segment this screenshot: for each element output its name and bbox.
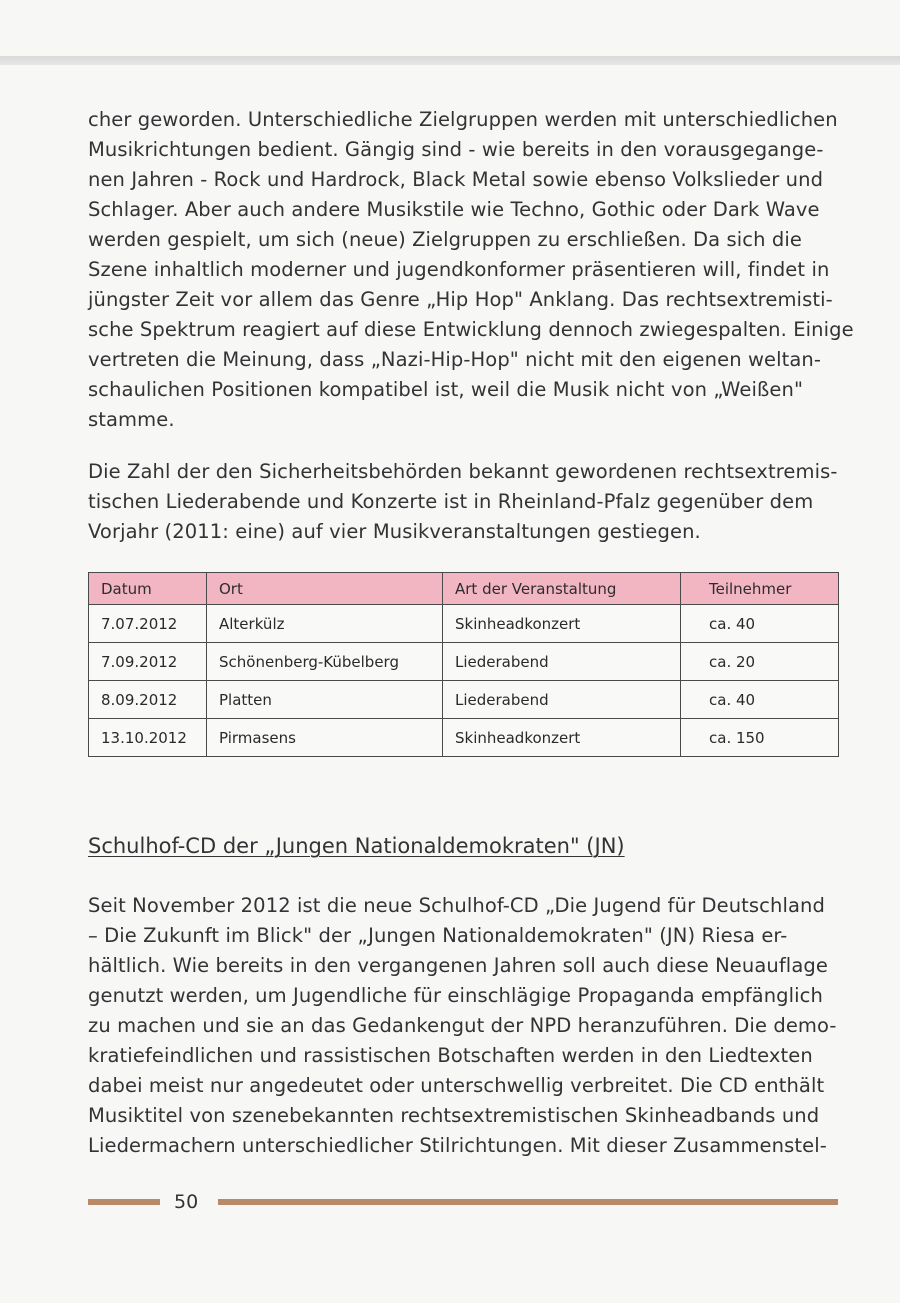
cell-teilnehmer: ca. 150 <box>681 719 839 757</box>
cell-ort: Schönenberg-Kübelberg <box>207 643 443 681</box>
cell-art: Skinheadkonzert <box>443 605 681 643</box>
footer-bar-right <box>218 1199 838 1205</box>
cell-art: Skinheadkonzert <box>443 719 681 757</box>
cell-ort: Platten <box>207 681 443 719</box>
text-line: genutzt werden, um Jugendliche für einschlägige Propaganda empfänglich <box>88 984 823 1007</box>
paragraph-schulhof-cd <box>88 891 844 1161</box>
table-row <box>89 605 839 643</box>
text-line: Liedermachern unterschiedlicher Stilrichtungen. Mit dieser Zusammenstel- <box>88 1134 827 1157</box>
events-table-container <box>88 572 838 757</box>
cell-teilnehmer: ca. 40 <box>681 605 839 643</box>
paragraph-event-count <box>88 457 844 547</box>
events-table <box>88 572 839 757</box>
text-line: jüngster Zeit vor allem das Genre „Hip Hop" Anklang. Das rechtsextremisti- <box>88 288 833 311</box>
cell-ort: Pirmasens <box>207 719 443 757</box>
column-header-art: Art der Veranstaltung <box>443 573 681 605</box>
text-line: Seit November 2012 ist die neue Schulhof-CD „Die Jugend für Deutschland <box>88 894 825 917</box>
page-footer <box>88 1190 838 1214</box>
cell-teilnehmer: ca. 40 <box>681 681 839 719</box>
text-line: Musikrichtungen bedient. Gängig sind - wie bereits in den vorausgegange- <box>88 138 824 161</box>
text-line: cher geworden. Unterschiedliche Zielgruppen werden mit unterschiedlichen <box>88 108 838 131</box>
cell-teilnehmer: ca. 20 <box>681 643 839 681</box>
page-number: 50 <box>174 1191 199 1213</box>
text-line: kratiefeindlichen und rassistischen Botschaften werden in den Liedtexten <box>88 1044 813 1067</box>
table-header-row <box>89 573 839 605</box>
section-heading: Schulhof-CD der „Jungen Nationaldemokraten" (JN) <box>88 834 625 858</box>
text-line: vertreten die Meinung, dass „Nazi-Hip-Hop" nicht mit den eigenen weltan- <box>88 348 822 371</box>
text-line: dabei meist nur angedeutet oder unterschwellig verbreitet. Die CD enthält <box>88 1074 825 1097</box>
footer-bar-left <box>88 1199 160 1205</box>
column-header-teilnehmer: Teilnehmer <box>681 573 839 605</box>
text-line: tischen Liederabende und Konzerte ist in Rheinland-Pfalz gegenüber dem <box>88 490 814 513</box>
cell-datum: 7.09.2012 <box>89 643 207 681</box>
cell-art: Liederabend <box>443 681 681 719</box>
cell-datum: 8.09.2012 <box>89 681 207 719</box>
text-line: Szene inhaltlich moderner und jugendkonformer präsentieren will, findet in <box>88 258 830 281</box>
text-line: werden gespielt, um sich (neue) Zielgruppen zu erschließen. Da sich die <box>88 228 802 251</box>
table-row <box>89 719 839 757</box>
text-line: hältlich. Wie bereits in den vergangenen Jahren soll auch diese Neuauflage <box>88 954 828 977</box>
text-line: – Die Zukunft im Blick" der „Jungen Nationaldemokraten" (JN) Riesa er- <box>88 924 788 947</box>
column-header-ort: Ort <box>207 573 443 605</box>
top-rule <box>0 56 900 65</box>
text-line: Die Zahl der den Sicherheitsbehörden bekannt gewordenen rechtsextremis- <box>88 460 838 483</box>
cell-datum: 13.10.2012 <box>89 719 207 757</box>
text-line: sche Spektrum reagiert auf diese Entwicklung dennoch zwiegespalten. Einige <box>88 318 854 341</box>
cell-ort: Alterkülz <box>207 605 443 643</box>
table-row <box>89 643 839 681</box>
text-line: Schlager. Aber auch andere Musikstile wie Techno, Gothic oder Dark Wave <box>88 198 820 221</box>
table-row <box>89 681 839 719</box>
text-line: schaulichen Positionen kompatibel ist, weil die Musik nicht von „Weißen" <box>88 378 804 401</box>
text-line: nen Jahren - Rock und Hardrock, Black Metal sowie ebenso Volkslieder und <box>88 168 824 191</box>
cell-datum: 7.07.2012 <box>89 605 207 643</box>
text-line: zu machen und sie an das Gedankengut der NPD heranzuführen. Die demo- <box>88 1014 837 1037</box>
cell-art: Liederabend <box>443 643 681 681</box>
paragraph-music-styles <box>88 105 854 435</box>
column-header-datum: Datum <box>89 573 207 605</box>
text-line: stamme. <box>88 408 175 431</box>
text-line: Musiktitel von szenebekannten rechtsextremistischen Skinheadbands und <box>88 1104 820 1127</box>
text-line: Vorjahr (2011: eine) auf vier Musikveranstaltungen gestiegen. <box>88 520 701 543</box>
